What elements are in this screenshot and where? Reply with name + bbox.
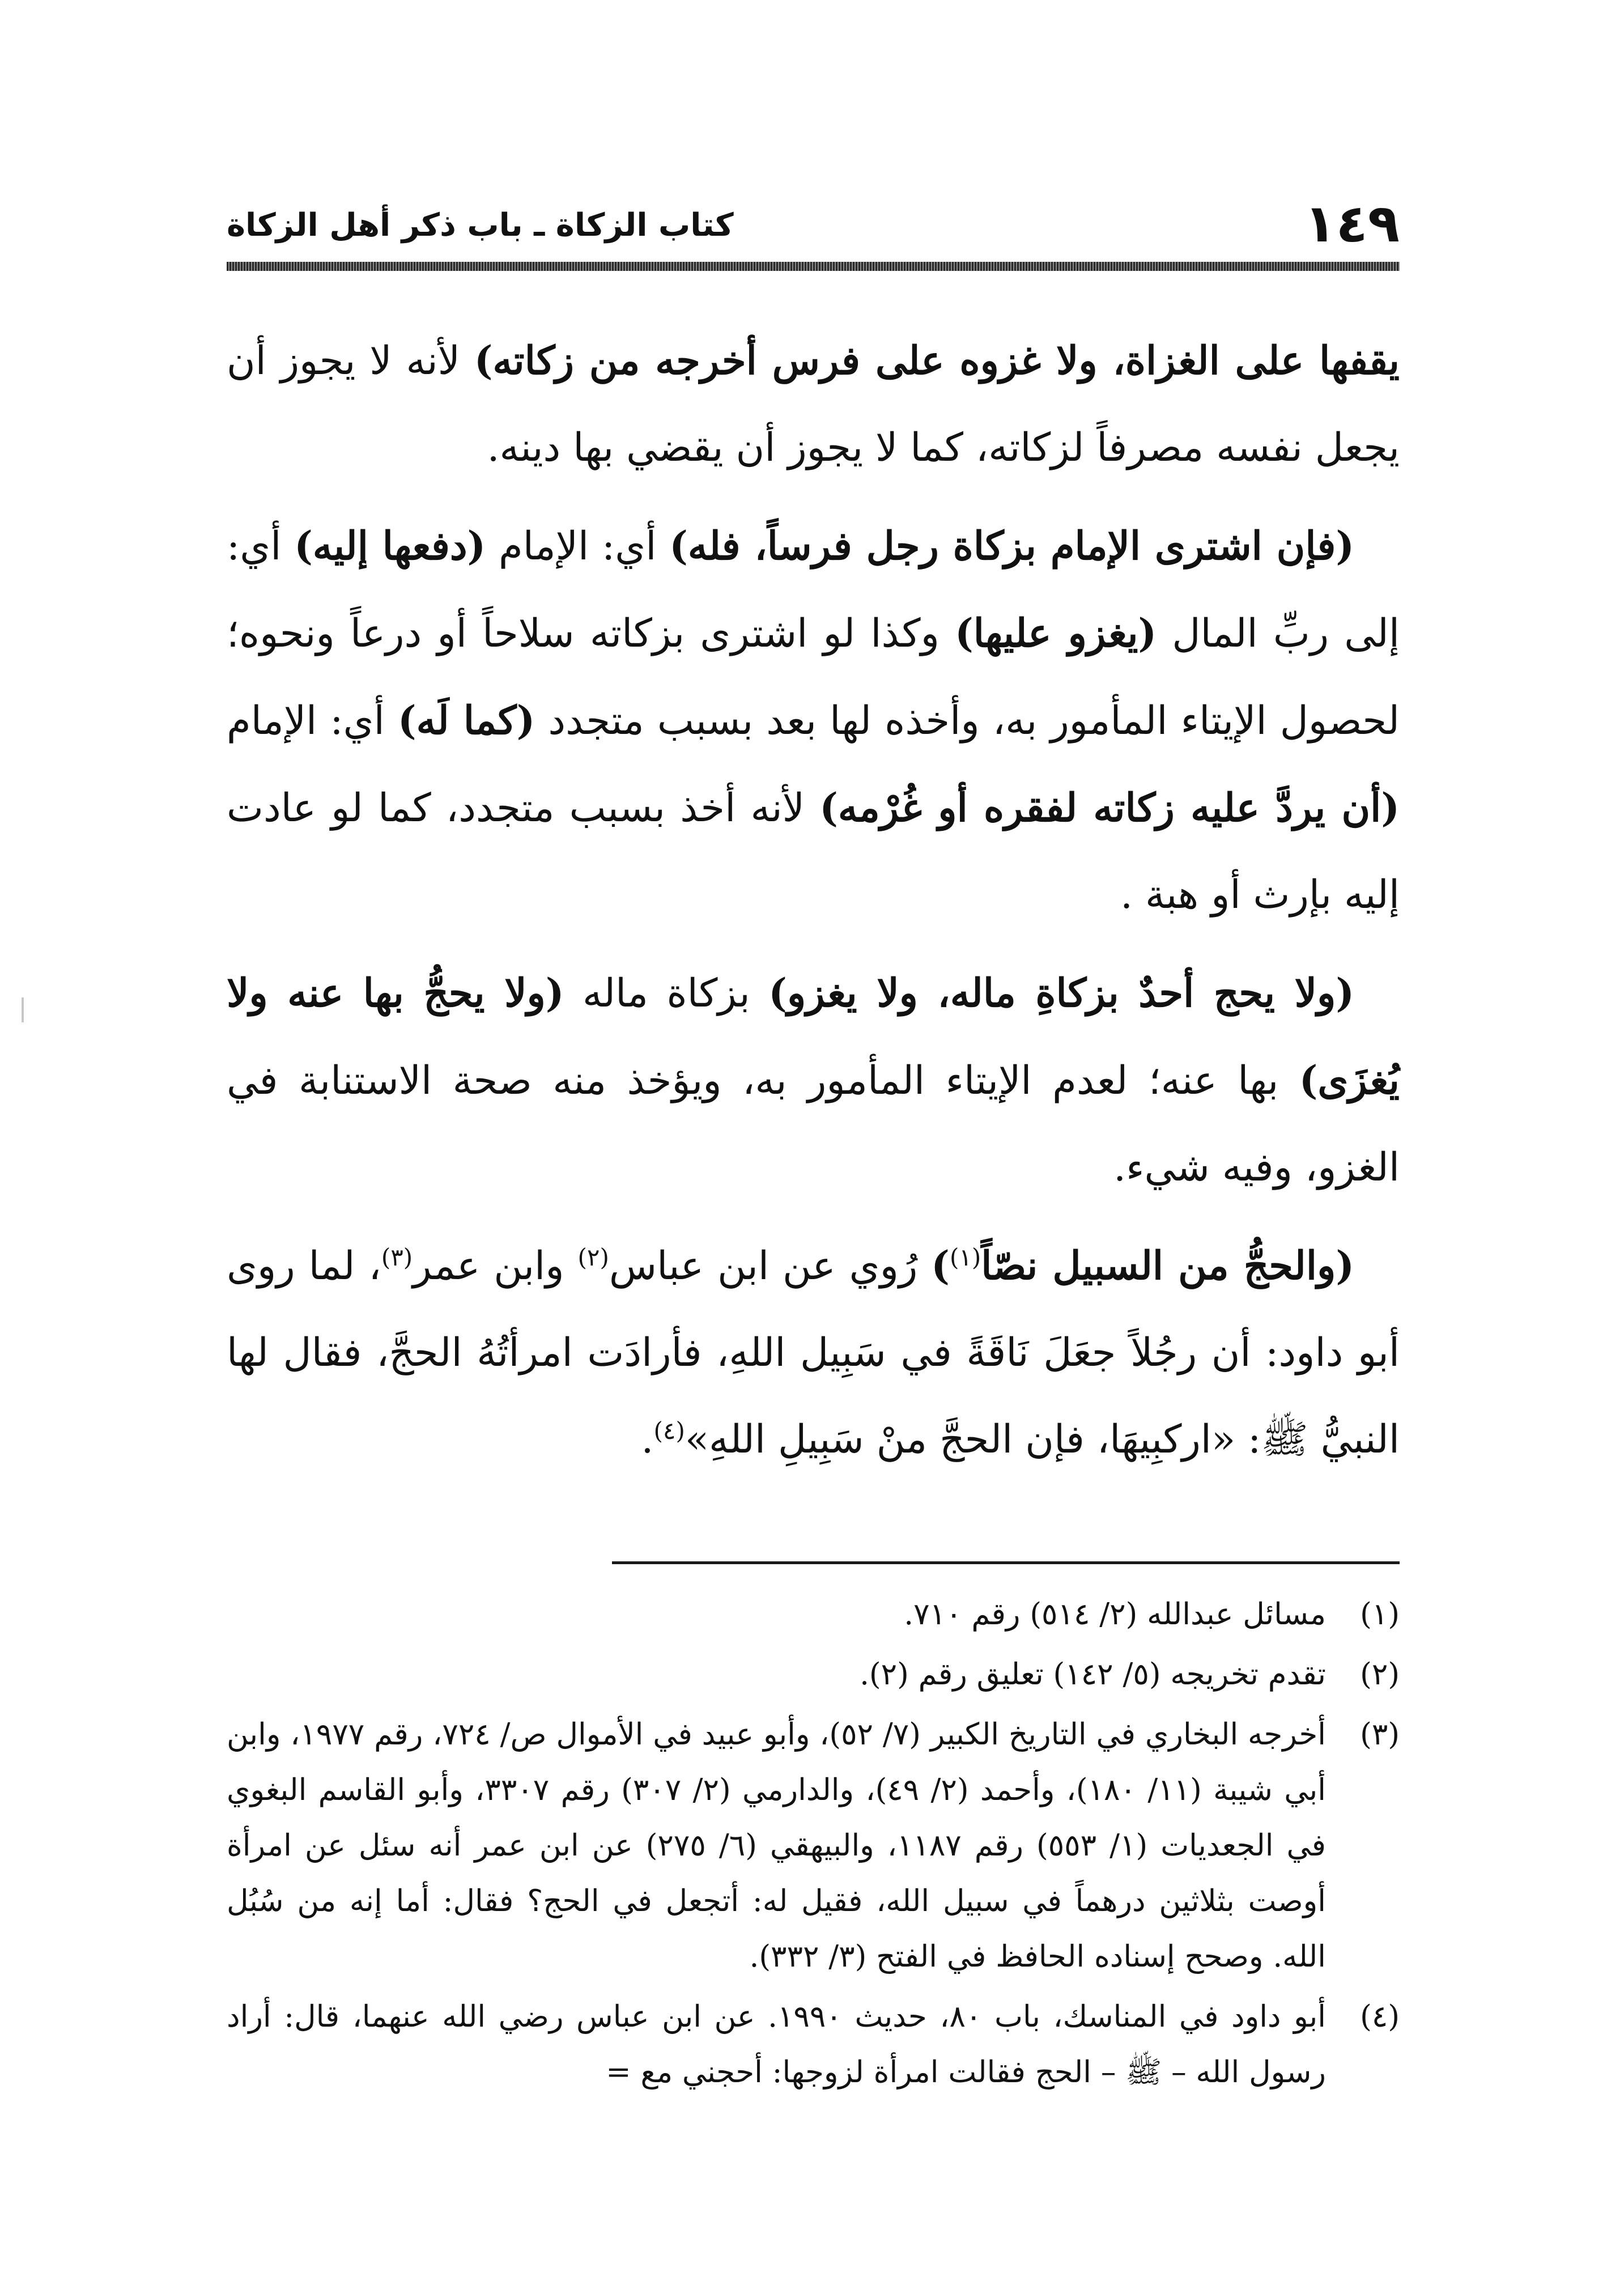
- footnotes: [227, 1587, 1400, 2105]
- sharh-text: أي: الإمام: [486, 524, 670, 569]
- paragraph-1: [227, 317, 1400, 491]
- matn-text: (أن يردَّ عليه زكاته لفقره أو غُرْمه): [819, 785, 1400, 831]
- header-rule: [227, 262, 1400, 271]
- footnote-ref: (٣): [381, 1243, 413, 1271]
- matn-text: (كما لَه): [397, 698, 535, 744]
- footnote-2: [227, 1647, 1400, 1702]
- sharh-text: وابن عمر: [413, 1243, 578, 1289]
- footnote-number: (٣): [1360, 1717, 1400, 1752]
- paragraph-4: [227, 1222, 1400, 1483]
- footnote-text: مسائل عبدالله (٢/ ٥١٤) رقم ٧١٠.: [904, 1597, 1326, 1632]
- footnote-ref: (١): [949, 1243, 981, 1271]
- footnote-number: (١): [1360, 1597, 1400, 1632]
- sharh-text: أي: الإمام: [227, 698, 398, 744]
- footnote-3: [227, 1707, 1400, 1985]
- sharh-text: وكذا لو اشترى بزكاته سلاحاً أو درعاً ونحوه؛ لحصول الإيتاء المأمور به، وأخذه لها بعد بسبب متجدد: [227, 611, 1400, 744]
- sharh-text: لأنه أخذ بسبب متجدد، كما لو عادت إليه بإرث أو هبة .: [227, 785, 1400, 918]
- matn-text: (ولا يحج أحدٌ بزكاةِ ماله، ولا يغزو): [768, 970, 1354, 1016]
- matn-text: (يغزو عليها): [955, 610, 1157, 656]
- footnote-text: أبو داود في المناسك، باب ٨٠، حديث ١٩٩٠. عن ابن عباس رضي الله عنهما، قال: أراد رسول الله – ﷺ – الحج فقالت امرأة لزوجها: أحجني مع =: [227, 1999, 1326, 2090]
- sharh-text: ، لما روى أبو داود: أن رجُلاً جعَلَ نَاقَةً في سَبِيل اللهِ، فأرادَت امرأتُهُ الحجَّ، فقال لها النبيُّ ﷺ: «اركبِيهَا، فإن الحجَّ منْ سَبِيلِ اللهِ»: [227, 1243, 1400, 1462]
- matn-text: (ولا يحجُّ بها عنه ولا يُغزَى): [227, 970, 1400, 1103]
- footnote-separator: [612, 1561, 1400, 1564]
- sharh-text: رُوي عن ابن عباس: [609, 1243, 932, 1289]
- matn-text: يقفها على الغزاة، ولا غزوه على فرس أخرجه من زكاته): [474, 338, 1400, 384]
- matn-text: (فإن اشترى الإمام بزكاة رجل فرساً، فله): [669, 523, 1355, 569]
- matn-text: (والحجُّ من السبيل نصّاً: [981, 1243, 1354, 1289]
- sharh-text: .: [641, 1417, 654, 1462]
- sharh-text: أي: إلى ربِّ المال: [227, 524, 1400, 656]
- matn-text: (دفعها إليه): [294, 523, 486, 569]
- page-number: ١٤٩: [1304, 193, 1400, 254]
- scan-artifact: [22, 997, 24, 1022]
- footnote-text: أخرجه البخاري في التاريخ الكبير (٧/ ٥٢)، وأبو عبيد في الأموال ص/ ٧٢٤، رقم ١٩٧٧، وابن أبي شيبة (١١/ ١٨٠)، وأحمد (٢/ ٤٩)، والدارمي (٢/ ٣٠٧) رقم ٣٣٠٧، وأبو القاسم البغوي في الجعديات (١/ ٥٥٣) رقم ١١٨٧، والبيهقي (٦/ ٢٧٥) عن ابن عمر أنه سئل عن امرأة أوصت بثلاثين درهماً في سبيل الله، فقيل له: أتجعل في الحج؟ فقال: أما إنه من سُبُل الله. وصحح إسناده الحافظ في الفتح (٣/ ٣٣٢).: [227, 1717, 1326, 1974]
- footnote-ref: (٢): [577, 1243, 609, 1271]
- footnote-ref: (٤): [653, 1417, 685, 1445]
- footnote-number: (٢): [1360, 1657, 1400, 1692]
- sharh-text: بزكاة ماله: [564, 971, 769, 1016]
- main-text: [227, 317, 1400, 1494]
- footnote-number: (٤): [1360, 1999, 1400, 2034]
- footnote-text: تقدم تخريجه (٥/ ١٤٢) تعليق رقم (٢).: [860, 1657, 1326, 1692]
- paragraph-2: [227, 503, 1400, 939]
- sharh-text: بها عنه؛ لعدم الإيتاء المأمور به، ويؤخذ منه صحة الاستنابة في الغزو، وفيه شيء.: [227, 1058, 1400, 1190]
- sharh-text: لأنه لا يجوز أن يجعل نفسه مصرفاً لزكاته، كما لا يجوز أن يقضي بها دينه.: [227, 338, 1400, 470]
- chapter-title: كتاب الزكاة ـ باب ذكر أهل الزكاة: [227, 207, 734, 244]
- footnote-1: [227, 1587, 1400, 1642]
- footnote-4: [227, 1989, 1400, 2100]
- running-header: [227, 187, 1400, 272]
- matn-text: ): [931, 1243, 950, 1289]
- paragraph-3: [227, 950, 1400, 1211]
